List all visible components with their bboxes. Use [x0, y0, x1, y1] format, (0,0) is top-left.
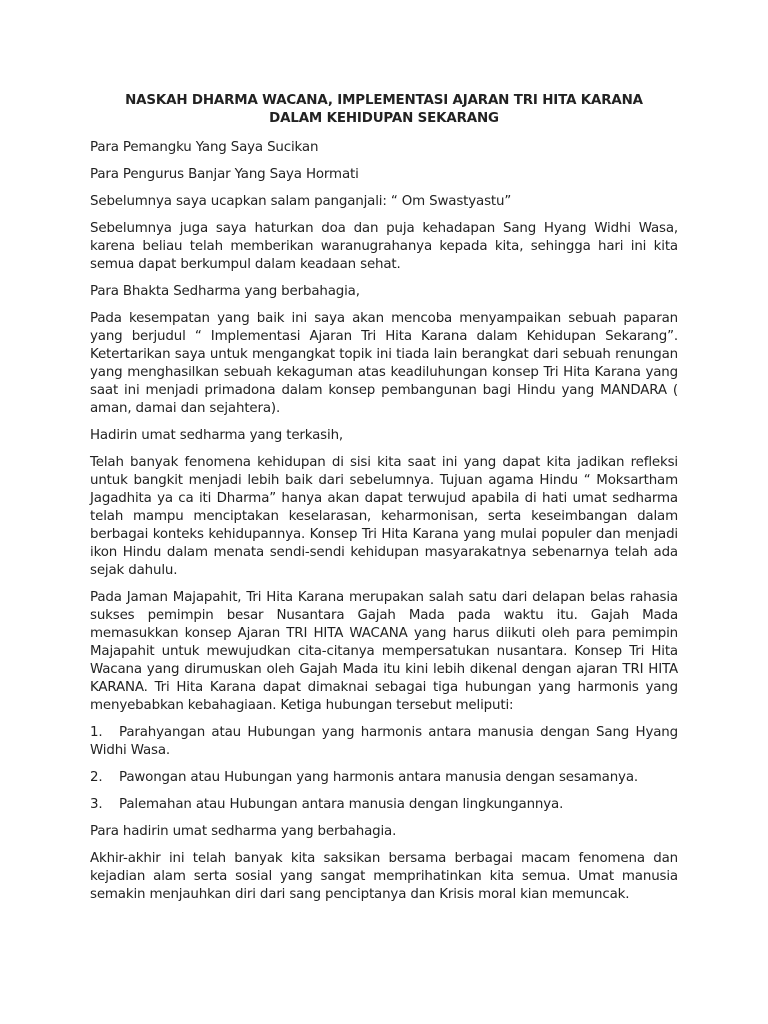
greeting-salam: Sebelumnya saya ucapkan salam panganjali: “ Om Swastyastu” — [90, 194, 512, 209]
list-number: 3. — [90, 797, 103, 812]
title-line-1: NASKAH DHARMA WACANA, IMPLEMENTASI AJARAN TRI HITA KARANA — [125, 93, 643, 108]
document-page — [90, 92, 678, 913]
greeting-pengurus: Para Pengurus Banjar Yang Saya Hormati — [90, 167, 359, 182]
list-text: Pawongan atau Hubungan yang harmonis antara manusia dengan sesamanya. — [119, 770, 638, 785]
list-number: 2. — [90, 770, 103, 785]
paragraph-majapahit: Pada Jaman Majapahit, Tri Hita Karana merupakan salah satu dari delapan belas rahasia sukses pemimpin besar Nusantara Gajah Mada pada waktu itu. Gajah Mada memasukkan konsep Ajaran TRI HITA WACANA yang harus diikuti oleh para pemimpin Majapahit untuk mewujudkan cita-citanya mempersatukan nusantara. Konsep Tri Hita Wacana yang dirumuskan oleh Gajah Mada itu kini lebih dikenal dengan ajaran TRI HITA KARANA. Tri Hita Karana dapat dimaknai sebagai tiga hubungan yang harmonis yang menyebabkan kebahagiaan. Ketiga hubungan tersebut meliputi: — [90, 590, 678, 713]
paragraph-topic-introduction: Pada kesempatan yang baik ini saya akan mencoba menyampaikan sebuah paparan yang berjudul “ Implementasi Ajaran Tri Hita Karana dalam Kehidupan Sekarang”. Ketertarikan saya untuk mengangkat topik ini tiada lain berangkat dari sebuah renungan yang menghasilkan sebuah kekaguman atas keadiluhungan konsep Tri Hita Karana yang saat ini menjadi primadona dalam konsep pembangunan bagi Hindu yang MANDARA ( aman, damai dan sejahtera). — [90, 311, 678, 416]
address-para-hadirin: Para hadirin umat sedharma yang berbahagia. — [90, 824, 397, 839]
address-bhakta: Para Bhakta Sedharma yang berbahagia, — [90, 284, 360, 299]
greeting-pemangku: Para Pemangku Yang Saya Sucikan — [90, 140, 319, 155]
paragraph-opening-prayer: Sebelumnya juga saya haturkan doa dan puja kehadapan Sang Hyang Widhi Wasa, karena beliau telah memberikan waranugrahanya kepada kita, sehingga hari ini kita semua dapat berkumpul dalam keadaan sehat. — [90, 221, 678, 272]
paragraph-recent-phenomena: Akhir-akhir ini telah banyak kita saksikan bersama berbagai macam fenomena dan kejadian alam serta sosial yang sangat memprihatinkan kita semua. Umat manusia semakin menjauhkan diri dari sang penciptanya dan Krisis moral kian memuncak. — [90, 851, 678, 902]
list-item-parahyangan — [90, 724, 678, 760]
document-title — [90, 92, 678, 128]
paragraph-phenomena: Telah banyak fenomena kehidupan di sisi kita saat ini yang dapat kita jadikan refleksi untuk bangkit menjadi lebih baik dari sebelumnya. Tujuan agama Hindu “ Moksartham Jagadhita ya ca iti Dharma” hanya akan dapat terwujud apabila di hati umat sedharma telah mampu menciptakan keselarasan, keharmonisan, serta keseimbangan dalam berbagai konteks kehidupannya. Konsep Tri Hita Karana yang mulai populer dan menjadi ikon Hindu dalam menata sendi-sendi kehidupan masyarakatnya sebenarnya telah ada sejak dahulu. — [90, 455, 678, 578]
title-line-2: DALAM KEHIDUPAN SEKARANG — [269, 111, 499, 126]
list-number: 1. — [90, 725, 103, 740]
list-item-pawongan — [90, 769, 678, 787]
list-text: Palemahan atau Hubungan antara manusia dengan lingkungannya. — [119, 797, 564, 812]
list-item-palemahan — [90, 796, 678, 814]
address-hadirin: Hadirin umat sedharma yang terkasih, — [90, 428, 344, 443]
list-text: Parahyangan atau Hubungan yang harmonis antara manusia dengan Sang Hyang Widhi Wasa. — [90, 725, 678, 758]
